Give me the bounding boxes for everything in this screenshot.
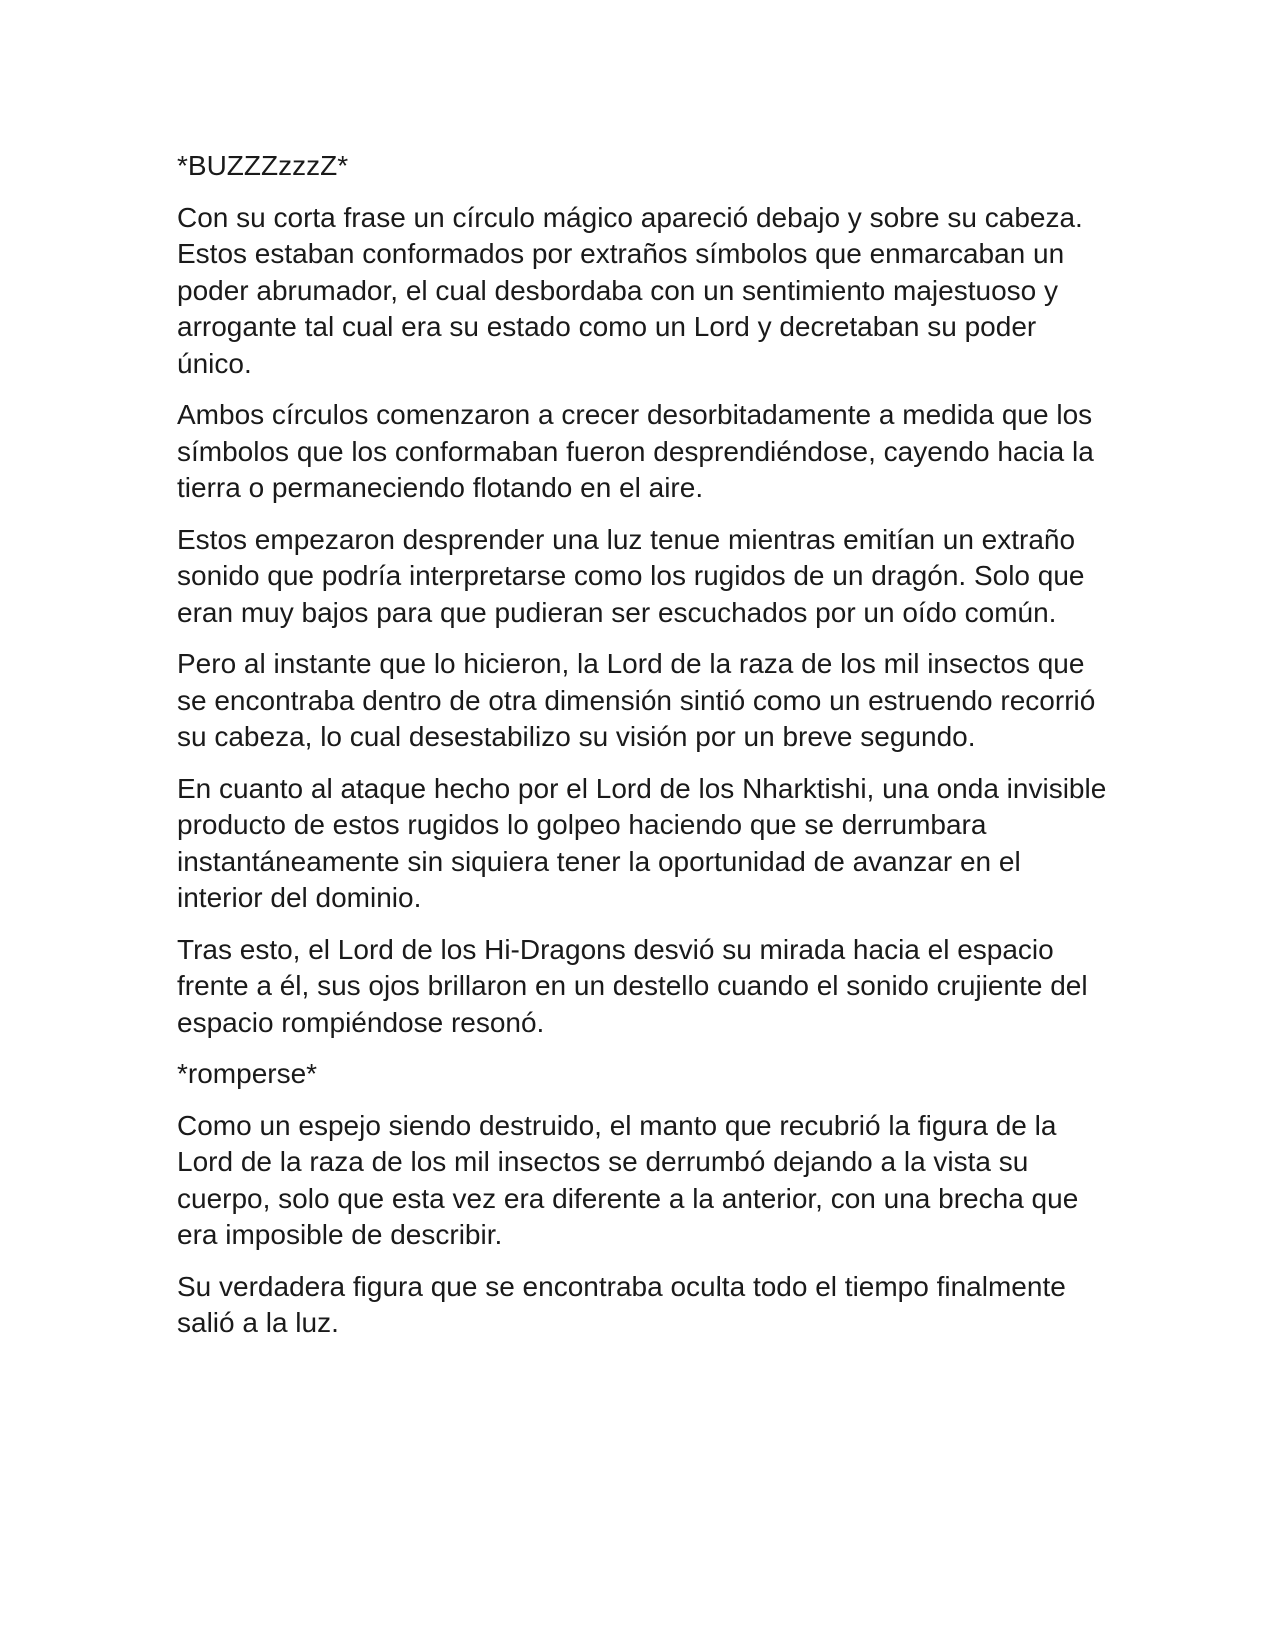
paragraph-dim-light: Estos empezaron desprender una luz tenue mientras emitían un extraño sonido que podría interpretarse como los rugidos de un dragón. Solo que eran muy bajos para que pudieran ser escuchados por un oído común. (177, 523, 1085, 628)
paragraph-mirror-destroyed: Como un espejo siendo destruido, el manto que recubrió la figura de la Lord de la raza de los mil insectos se derrumbó dejando a la vista su cuerpo, solo que esta vez era diferente a la anterior, con una brecha que era imposible de describir. (177, 1109, 1079, 1250)
paragraph-magic-circle: Con su corta frase un círculo mágico apareció debajo y sobre su cabeza. Estos estaban conformados por extraños símbolos que enmarcaban un poder abrumador, el cual desbordaba con un sentimiento majestuoso y arrogante tal cual era su estado como un Lord y decretaban su poder único. (177, 201, 1083, 379)
paragraph-nharktishi-attack: En cuanto al ataque hecho por el Lord de los Nharktishi, una onda invisible producto de estos rugidos lo golpeo haciendo que se derrumbara instantáneamente sin siquiera tener la oportunidad de avanzar en el interior del dominio. (177, 772, 1107, 913)
page-content (177, 148, 1107, 1357)
paragraph-insect-lord: Pero al instante que lo hicieron, la Lord de la raza de los mil insectos que se encontraba dentro de otra dimensión sintió como un estruendo recorrió su cabeza, lo cual desestabilizo su visión por un breve segundo. (177, 648, 1096, 752)
paragraph-true-figure: Su verdadera figura que se encontraba oculta todo el tiempo finalmente salió a la luz. (177, 1270, 1066, 1338)
paragraph-hi-dragons-gaze: Tras esto, el Lord de los Hi-Dragons desvió su mirada hacia el espacio frente a él, sus ojos brillaron en un destello cuando el sonido crujiente del espacio rompiéndose resonó. (177, 933, 1088, 1038)
paragraph-sound-effect-break: *romperse* (177, 1058, 318, 1089)
paragraph-circles-grow: Ambos círculos comenzaron a crecer desorbitadamente a medida que los símbolos que los conformaban fueron desprendiéndose, cayendo hacia la tierra o permaneciendo flotando en el aire. (177, 399, 1094, 503)
paragraph-sound-effect-buzz: *BUZZZzzzZ* (177, 150, 349, 181)
